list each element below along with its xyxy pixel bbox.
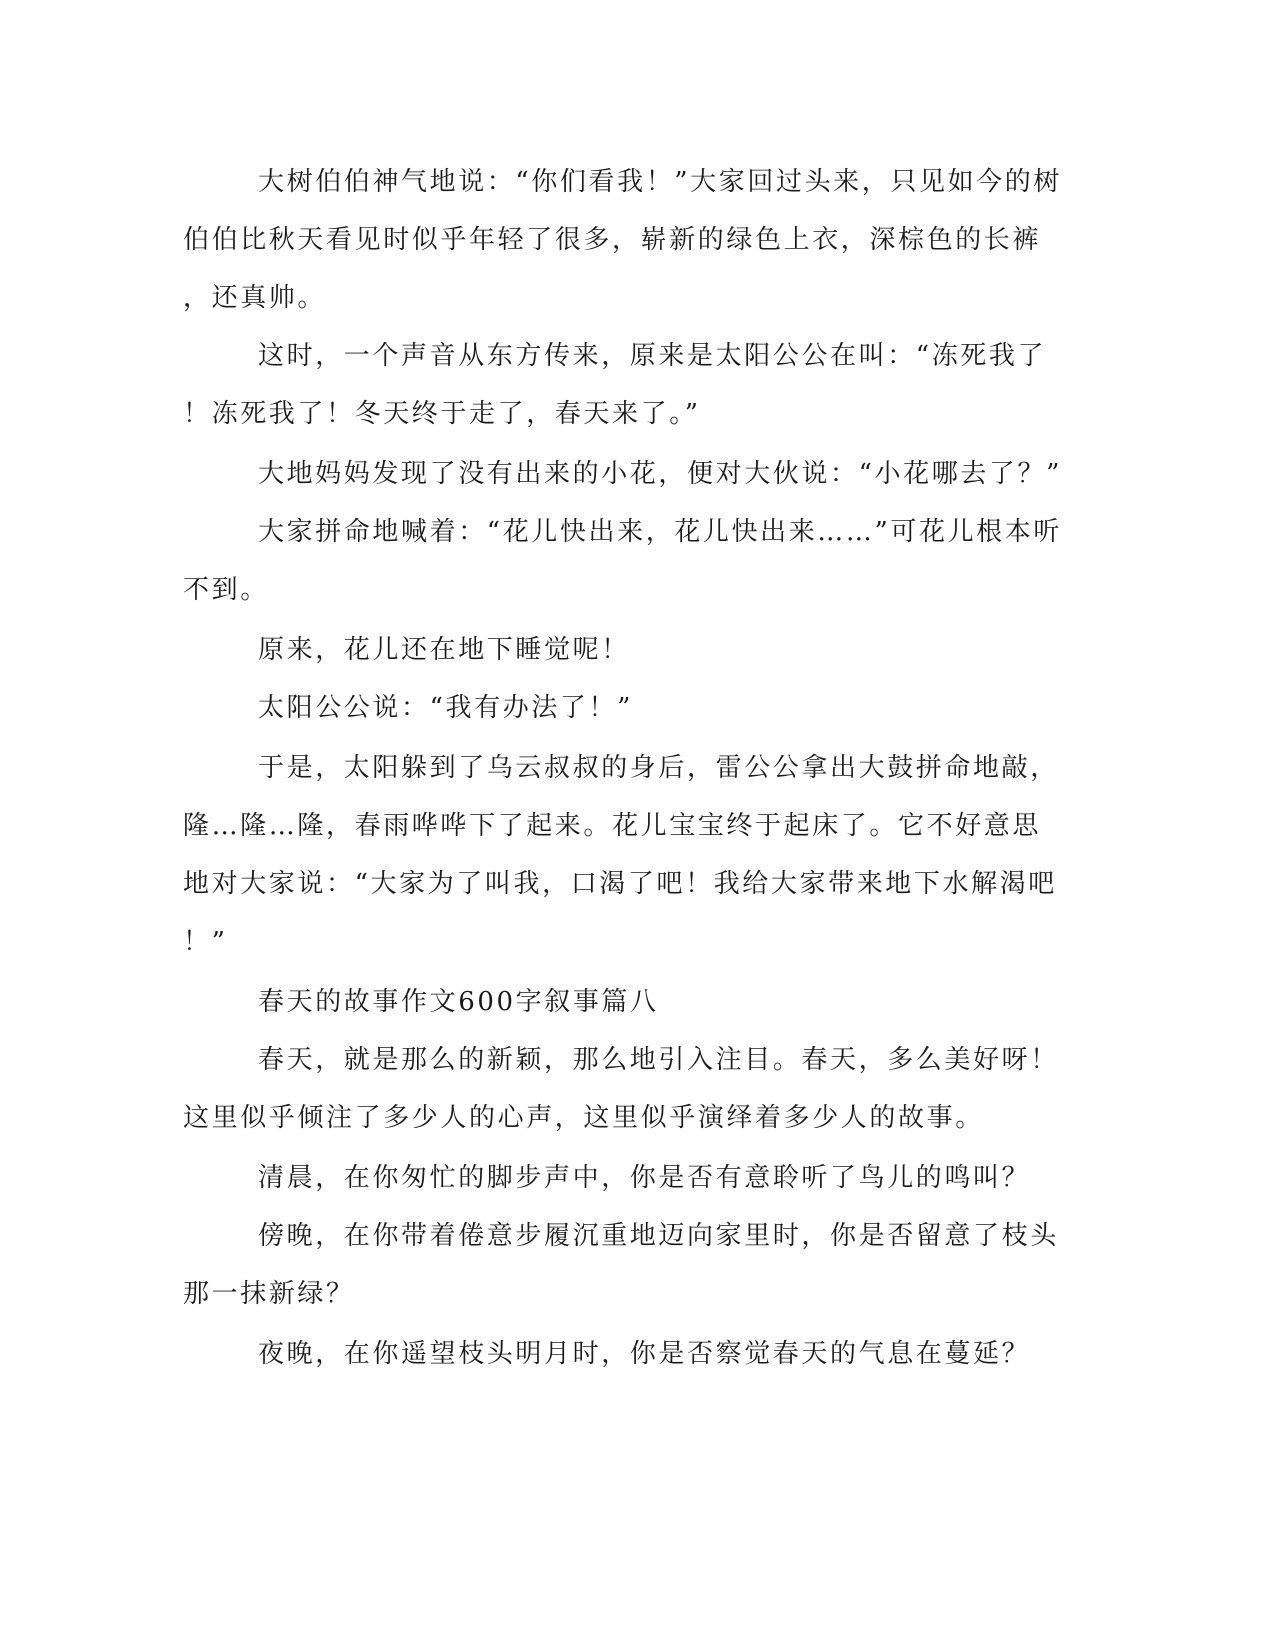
paragraph-line: 太阳公公说：“我有办法了！” (258, 693, 633, 723)
paragraph-line: 大地妈妈发现了没有出来的小花，便对大伙说：“小花哪去了？” (258, 459, 1062, 489)
paragraph-line: 伯伯比秋天看见时似乎年轻了很多，崭新的绿色上衣，深棕色的长裤 (183, 225, 1042, 255)
paragraph-line: 大树伯伯神气地说：“你们看我！”大家回过头来，只见如今的树 (258, 167, 1062, 197)
paragraph-line: ！冻死我了！冬天终于走了，春天来了。” (183, 399, 701, 429)
paragraph-line: 这时，一个声音从东方传来，原来是太阳公公在叫：“冻死我了 (258, 341, 1047, 371)
paragraph-line: ，还真帅。 (183, 283, 327, 313)
paragraph-line: 傍晚，在你带着倦意步履沉重地迈向家里时，你是否留意了枝头 (258, 1221, 1059, 1251)
paragraph-line: 那一抹新绿？ (183, 1279, 355, 1309)
paragraph-line: 不到。 (183, 575, 269, 605)
paragraph-line: ！” (183, 927, 228, 957)
paragraph-line: 大家拼命地喊着：“花儿快出来，花儿快出来……”可花儿根本听 (258, 517, 1062, 547)
paragraph-line: 这里似乎倾注了多少人的心声，这里似乎演绎着多少人的故事。 (183, 1103, 984, 1133)
paragraph-line: 于是，太阳躲到了乌云叔叔的身后，雷公公拿出大鼓拼命地敲， (258, 753, 1059, 783)
section-heading: 春天的故事作文600字叙事篇八 (258, 987, 659, 1017)
paragraph-line: 原来，花儿还在地下睡觉呢！ (258, 635, 630, 665)
paragraph-line: 清晨，在你匆忙的脚步声中，你是否有意聆听了鸟儿的鸣叫？ (258, 1163, 1031, 1193)
paragraph-line: 隆…隆…隆，春雨哗哗下了起来。花儿宝宝终于起床了。它不好意思 (183, 811, 1042, 841)
paragraph-line: 春天，就是那么的新颖，那么地引入注目。春天，多么美好呀！ (258, 1045, 1059, 1075)
paragraph-line: 地对大家说：“大家为了叫我，口渴了吧！我给大家带来地下水解渴吧 (183, 869, 1057, 899)
paragraph-line: 夜晚，在你遥望枝头明月时，你是否察觉春天的气息在蔓延？ (258, 1339, 1031, 1369)
